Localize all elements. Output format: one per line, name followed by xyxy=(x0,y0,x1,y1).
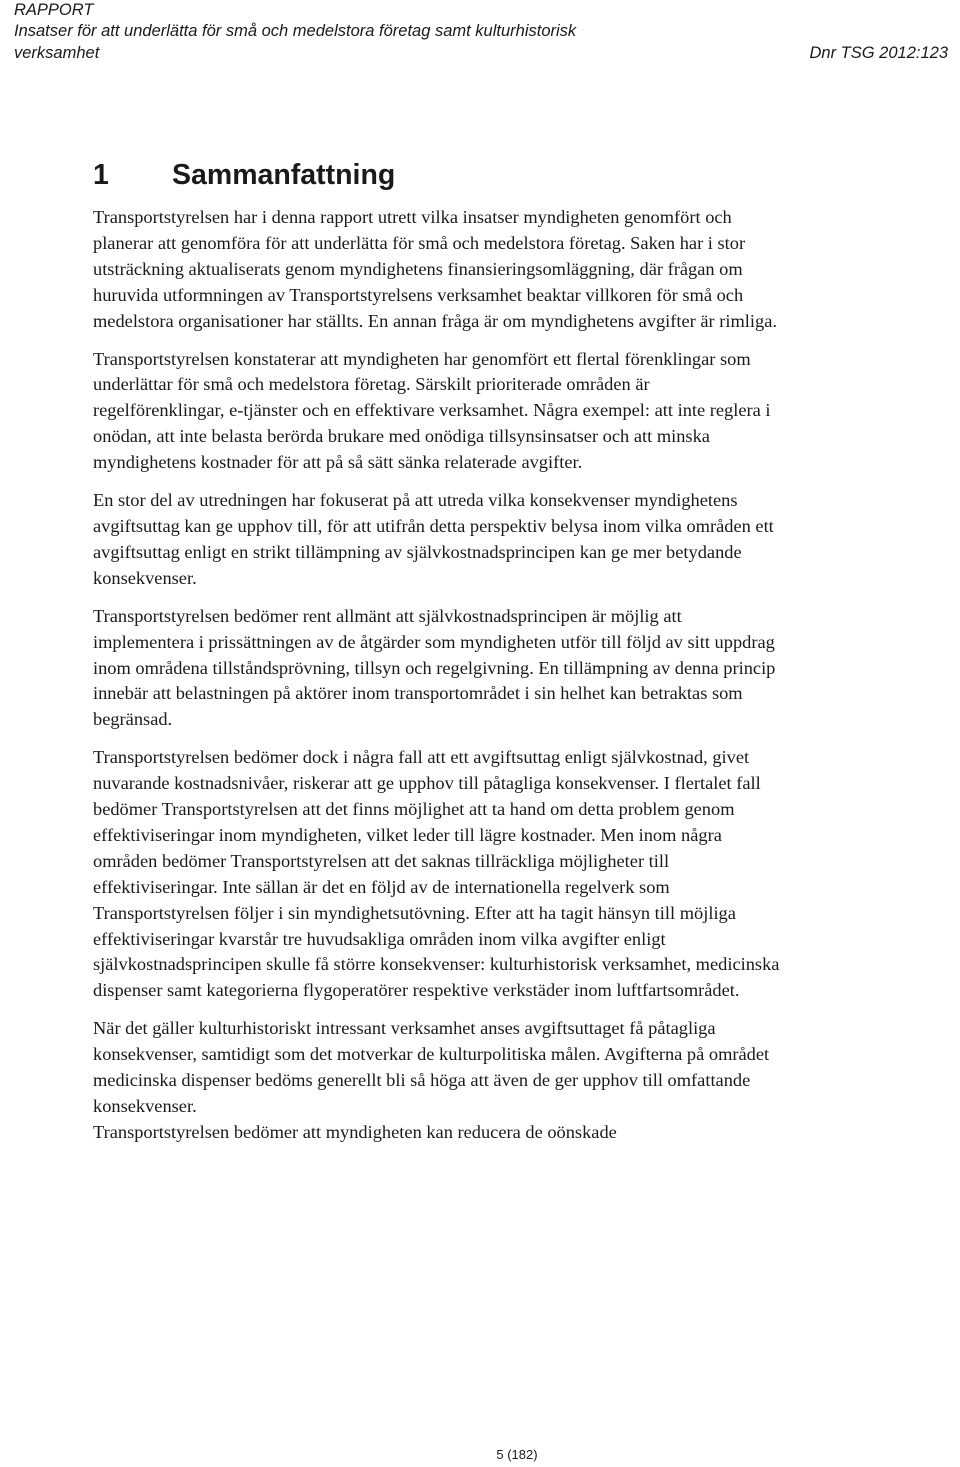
section-title: Sammanfattning xyxy=(172,159,396,191)
paragraph: När det gäller kulturhistoriskt intressant verksamhet anses avgiftsuttaget få påtagliga konsekvenser, samtidigt som det motverkar de kulturpolitiska målen. Avgifterna på området medicinska dispenser bedöms generellt bli så höga att även de ger upphov till omfattande konsekvenser. xyxy=(93,1018,770,1116)
paragraph: Transportstyrelsen bedömer dock i några fall att ett avgiftsuttag enligt självkostnad, givet nuvarande kostnadsnivåer, riskerar att ge upphov till påtagliga konsekvenser. I flertalet fall bedömer Transportstyrelsen att det finns möjlighet att ta hand om detta problem genom effektiviseringar inom myndigheten, vilket leder till lägre kostnader. Men inom några områden bedömer Transportstyrelsen att det saknas tillräckliga möjligheter till effektiviseringar. Inte sällan är det en följd av de internationella regelverk som Transportstyrelsen följer i sin myndighetsutövning. Efter att ha tagit hänsyn till möjliga effektiviseringar kvarstår tre huvudsakliga områden inom vilka avgifter enligt självkostnadsprincipen skulle få större konsekvenser: kulturhistorisk verksamhet, medicinska dispenser samt kategorierna flygoperatörer respektive verkstäder inom luftfartsområdet. xyxy=(93,747,780,1001)
paragraph: En stor del av utredningen har fokuserat på att utreda vilka konsekvenser myndighetens avgiftsuttag kan ge upphov till, för att utifrån detta perspektiv belysa inom vilka områden ett avgiftsuttag enligt en strikt tillämpning av självkostnadsprincipen kan ge mer betydande konsekvenser. xyxy=(93,490,774,588)
paragraph: Transportstyrelsen bedömer rent allmänt att självkostnadsprincipen är möjlig att implementera i prissättningen av de åtgärder som myndigheten utför till följd av sitt uppdrag inom områdena tillståndsprövning, tillsyn och regelgivning. En tillämpning av denna princip innebär att belastningen på aktörer inom transportområdet i sin helhet kan betraktas som begränsad. xyxy=(93,605,776,730)
summary-body xyxy=(93,205,783,1146)
document-number: Dnr TSG 2012:123 xyxy=(809,44,948,62)
section-number: 1 xyxy=(93,159,109,191)
report-label: RAPPORT xyxy=(14,1,94,19)
paragraph: Transportstyrelsen konstaterar att myndigheten har genomfört ett flertal förenklingar som underlättar för små och medelstora företag. Särskilt prioriterade områden är regelförenklingar, e-tjänster och en effektivare verksamhet. Några exempel: att inte reglera i onödan, att inte belasta berörda brukare med onödiga tillsynsinsatser och att minska myndighetens kostnader för att på så sätt sänka relaterade avgifter. xyxy=(93,348,771,473)
page-number: 5 (182) xyxy=(496,1447,538,1462)
report-title-line-2: verksamhet xyxy=(14,44,100,62)
section-heading xyxy=(93,157,395,193)
report-title-line-1: Insatser för att underlätta för små och medelstora företag samt kulturhistorisk xyxy=(14,22,577,40)
page-header xyxy=(0,0,960,68)
paragraph: Transportstyrelsen bedömer att myndigheten kan reducera de oönskade xyxy=(93,1121,617,1142)
paragraph: Transportstyrelsen har i denna rapport utrett vilka insatser myndigheten genomfört och planerar att genomföra för att underlätta för små och medelstora företag. Saken har i stor utsträckning aktualiserats genom myndighetens finansieringsomläggning, där frågan om huruvida utformningen av Transportstyrelsens verksamhet beaktar villkoren för små och medelstora organisationer har ställts. En annan fråga är om myndighetens avgifter är rimliga. xyxy=(93,207,777,331)
